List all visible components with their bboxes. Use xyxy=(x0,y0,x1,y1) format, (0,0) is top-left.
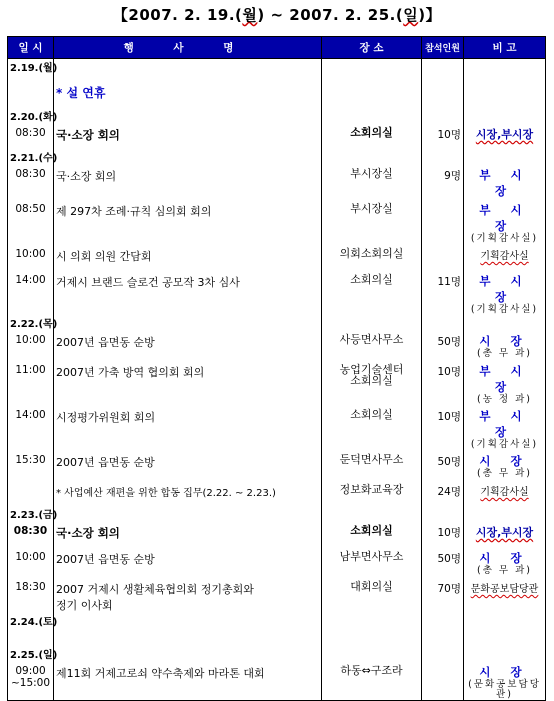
event-cell xyxy=(54,199,322,244)
empty-cell xyxy=(54,613,322,628)
place-cell xyxy=(322,270,422,315)
place-text: 부시장실 xyxy=(350,202,393,215)
table-row xyxy=(8,480,546,506)
table-row xyxy=(8,74,546,108)
date-cell: 2.19.(월) xyxy=(8,59,54,75)
table-row xyxy=(8,360,546,405)
place-text: 농업기술센터 xyxy=(339,363,404,376)
event-cell xyxy=(54,405,322,450)
event-text: 2007년 읍면동 순방 xyxy=(56,336,155,349)
event-cell xyxy=(54,450,322,480)
empty-cell xyxy=(422,506,464,521)
place-cell xyxy=(322,330,422,360)
attendees-cell: 9명 xyxy=(422,164,464,199)
note-sub-text: (기획감사실) xyxy=(470,439,539,450)
empty-cell xyxy=(322,628,422,646)
note-text: 기획감사실 xyxy=(480,487,529,498)
time-text: 10:00 xyxy=(15,551,46,563)
schedule-body xyxy=(8,59,546,701)
note-text: 부 시 장 xyxy=(479,364,530,394)
place-cell xyxy=(322,164,422,199)
note-cell xyxy=(464,330,546,360)
date-row xyxy=(8,646,546,661)
note-text: 시장,부시장 xyxy=(475,128,534,141)
note-text: 시 장 xyxy=(479,551,530,565)
event-text: 국·소장 회의 xyxy=(56,170,117,183)
time-cell xyxy=(8,74,54,108)
date-row xyxy=(8,613,546,628)
attendees-cell: 70명 xyxy=(422,577,464,613)
place-cell xyxy=(322,547,422,577)
place-cell xyxy=(322,123,422,149)
time-text: 08:50 xyxy=(15,203,46,215)
empty-cell xyxy=(322,59,422,75)
time-cell xyxy=(8,450,54,480)
time-text: 08:30 xyxy=(15,168,46,180)
place-cell xyxy=(322,244,422,270)
note-cell xyxy=(464,270,546,315)
event-cell xyxy=(54,577,322,613)
note-text: 문화공보담당관 xyxy=(470,584,539,595)
empty-cell xyxy=(464,315,546,330)
date-row xyxy=(8,149,546,164)
spacer-row xyxy=(8,628,546,646)
attendees-cell xyxy=(422,244,464,270)
note-sub-text: (농 정 과) xyxy=(477,394,532,405)
date-cell: 2.21.(수) xyxy=(8,149,54,164)
event-text: * 설 연휴 xyxy=(56,86,106,100)
note-cell xyxy=(464,547,546,577)
table-row xyxy=(8,405,546,450)
place-cell xyxy=(322,521,422,547)
time-text: 15:30 xyxy=(15,454,46,466)
place-cell xyxy=(322,480,422,506)
note-cell xyxy=(464,74,546,108)
empty-cell xyxy=(322,315,422,330)
page-title: 【2007. 2. 19.(월) ~ 2007. 2. 25.(일)】 xyxy=(112,6,442,24)
place-text-line2: 소회의실 xyxy=(350,374,393,387)
table-row xyxy=(8,577,546,613)
empty-cell xyxy=(322,108,422,123)
date-cell: 2.24.(토) xyxy=(8,613,54,628)
note-cell xyxy=(464,480,546,506)
time-cell xyxy=(8,244,54,270)
event-text: 제 297차 조례·규칙 심의회 회의 xyxy=(56,205,212,218)
empty-cell xyxy=(322,149,422,164)
empty-cell xyxy=(464,149,546,164)
empty-cell xyxy=(422,315,464,330)
time-cell xyxy=(8,330,54,360)
date-row xyxy=(8,108,546,123)
note-sub-text: (기획감사실) xyxy=(470,233,539,244)
time-cell xyxy=(8,123,54,149)
header-note: 비 고 xyxy=(464,37,546,59)
place-text: 소회의실 xyxy=(350,126,393,139)
attendees-cell: 10명 xyxy=(422,405,464,450)
attendees-cell: 50명 xyxy=(422,547,464,577)
place-cell xyxy=(322,405,422,450)
event-text: 국·소장 회의 xyxy=(56,128,120,142)
note-cell xyxy=(464,661,546,701)
event-cell xyxy=(54,330,322,360)
event-cell xyxy=(54,480,322,506)
place-text: 정보화교육장 xyxy=(339,483,404,496)
event-text: 2007년 가축 방역 협의회 회의 xyxy=(56,366,205,379)
event-cell xyxy=(54,270,322,315)
header-place: 장 소 xyxy=(322,37,422,59)
empty-cell xyxy=(322,646,422,661)
date-cell: 2.23.(금) xyxy=(8,506,54,521)
time-cell xyxy=(8,270,54,315)
time-text: 08:30 xyxy=(13,525,48,537)
note-cell xyxy=(464,450,546,480)
note-cell xyxy=(464,164,546,199)
attendees-cell: 10명 xyxy=(422,360,464,405)
empty-cell xyxy=(322,506,422,521)
attendees-cell: 50명 xyxy=(422,450,464,480)
event-text: 2007 거제시 생활체육협의회 정기총회와 xyxy=(56,583,254,596)
time-text: 10:00 xyxy=(15,248,46,260)
attendees-cell xyxy=(422,661,464,701)
time-cell xyxy=(8,480,54,506)
time-text: 11:00 xyxy=(15,364,46,376)
empty-cell xyxy=(54,628,322,646)
empty-cell xyxy=(422,149,464,164)
event-text: 제11회 거제고로쇠 약수축제와 마라톤 대회 xyxy=(56,667,265,680)
place-text: 대회의실 xyxy=(350,580,393,593)
time-text: 08:30 xyxy=(15,127,46,139)
time-cell xyxy=(8,661,54,701)
date-row xyxy=(8,59,546,75)
place-text: 의회소회의실 xyxy=(339,247,404,260)
table-header-row xyxy=(8,37,546,59)
event-text: 시 의회 의원 간담회 xyxy=(56,250,152,263)
time-cell xyxy=(8,164,54,199)
empty-cell xyxy=(54,506,322,521)
empty-cell xyxy=(422,613,464,628)
event-text: * 사업예산 재편을 위한 합동 집무(2.22. ~ 2.23.) xyxy=(56,488,276,499)
empty-cell xyxy=(422,628,464,646)
note-sub-text: (기획감사실) xyxy=(470,304,539,315)
event-cell xyxy=(54,123,322,149)
place-text: 남부면사무소 xyxy=(339,550,404,563)
time-text: 14:00 xyxy=(15,409,46,421)
event-cell xyxy=(54,74,322,108)
note-cell xyxy=(464,521,546,547)
note-text: 부 시 장 xyxy=(479,274,530,304)
time-end-text: ~15:00 xyxy=(10,677,51,689)
note-cell xyxy=(464,577,546,613)
time-text: 14:00 xyxy=(15,274,46,286)
note-cell xyxy=(464,405,546,450)
empty-cell xyxy=(464,628,546,646)
event-cell xyxy=(54,244,322,270)
event-cell xyxy=(54,661,322,701)
empty-cell xyxy=(464,613,546,628)
note-text: 시 장 xyxy=(479,454,530,468)
note-text: 시 장 xyxy=(479,334,530,348)
table-row xyxy=(8,270,546,315)
event-cell xyxy=(54,547,322,577)
empty-cell xyxy=(464,108,546,123)
empty-cell xyxy=(422,646,464,661)
note-text: 부 시 장 xyxy=(479,203,530,233)
time-cell xyxy=(8,199,54,244)
empty-cell xyxy=(422,108,464,123)
place-cell xyxy=(322,661,422,701)
empty-cell xyxy=(54,149,322,164)
schedule-table xyxy=(7,36,546,701)
date-cell: 2.22.(목) xyxy=(8,315,54,330)
time-text: 09:00 xyxy=(15,665,46,677)
event-cell xyxy=(54,360,322,405)
empty-cell xyxy=(464,506,546,521)
header-event: 행 사 명 xyxy=(54,37,322,59)
note-cell xyxy=(464,199,546,244)
event-text: 2007년 읍면동 순방 xyxy=(56,456,155,469)
place-text: 하동⇔구조라 xyxy=(340,664,403,677)
time-cell xyxy=(8,405,54,450)
table-row xyxy=(8,244,546,270)
note-sub-text: (문화공보담당관) xyxy=(468,679,541,700)
event-cell xyxy=(54,521,322,547)
date-cell: 2.25.(일) xyxy=(8,646,54,661)
note-text: 부 시 장 xyxy=(479,409,530,439)
place-text: 사등면사무소 xyxy=(339,333,404,346)
note-sub-text: (총 무 과) xyxy=(477,468,532,479)
place-text: 부시장실 xyxy=(350,167,393,180)
note-text: 시 장 xyxy=(479,665,530,679)
header-attendees: 참석인원 xyxy=(422,37,464,59)
date-row xyxy=(8,506,546,521)
table-row xyxy=(8,450,546,480)
place-text: 소회의실 xyxy=(350,273,393,286)
event-text: 2007년 읍면동 순방 xyxy=(56,553,155,566)
attendees-cell xyxy=(422,74,464,108)
attendees-cell: 50명 xyxy=(422,330,464,360)
attendees-cell: 11명 xyxy=(422,270,464,315)
time-text: 18:30 xyxy=(15,581,46,593)
time-text: 10:00 xyxy=(15,334,46,346)
place-cell xyxy=(322,199,422,244)
empty-cell xyxy=(322,613,422,628)
note-cell xyxy=(464,360,546,405)
note-text: 기획감사실 xyxy=(480,251,529,262)
event-text: 거제시 브랜드 슬로건 공모작 3차 심사 xyxy=(56,276,240,289)
event-text-line2: 정기 이사회 xyxy=(56,599,113,612)
table-row xyxy=(8,547,546,577)
date-cell: 2.20.(화) xyxy=(8,108,54,123)
event-text: 국·소장 회의 xyxy=(56,526,120,540)
place-text: 둔덕면사무소 xyxy=(339,453,404,466)
place-cell xyxy=(322,360,422,405)
place-text: 소회의실 xyxy=(350,524,393,537)
table-row xyxy=(8,199,546,244)
note-cell xyxy=(464,244,546,270)
table-row xyxy=(8,123,546,149)
empty-cell xyxy=(464,59,546,75)
table-row xyxy=(8,164,546,199)
attendees-cell xyxy=(422,199,464,244)
empty-cell xyxy=(464,646,546,661)
empty-cell xyxy=(54,108,322,123)
place-cell xyxy=(322,74,422,108)
attendees-cell: 24명 xyxy=(422,480,464,506)
attendees-cell: 10명 xyxy=(422,521,464,547)
place-cell xyxy=(322,577,422,613)
table-row xyxy=(8,330,546,360)
note-sub-text: (총 무 과) xyxy=(477,565,532,576)
time-cell xyxy=(8,521,54,547)
table-row xyxy=(8,521,546,547)
note-text: 시장,부시장 xyxy=(475,526,534,539)
note-cell xyxy=(464,123,546,149)
date-row xyxy=(8,315,546,330)
time-cell xyxy=(8,577,54,613)
event-text: 시정평가위원회 회의 xyxy=(56,411,156,424)
header-time: 일 시 xyxy=(8,37,54,59)
empty-cell xyxy=(54,646,322,661)
note-text: 부 시 장 xyxy=(479,168,530,198)
place-cell xyxy=(322,450,422,480)
empty-cell xyxy=(8,628,54,646)
empty-cell xyxy=(422,59,464,75)
attendees-cell: 10명 xyxy=(422,123,464,149)
event-cell xyxy=(54,164,322,199)
empty-cell xyxy=(54,315,322,330)
time-cell xyxy=(8,547,54,577)
time-cell xyxy=(8,360,54,405)
table-row xyxy=(8,661,546,701)
place-text: 소회의실 xyxy=(350,408,393,421)
note-sub-text: (총 무 과) xyxy=(477,348,532,359)
empty-cell xyxy=(54,59,322,75)
